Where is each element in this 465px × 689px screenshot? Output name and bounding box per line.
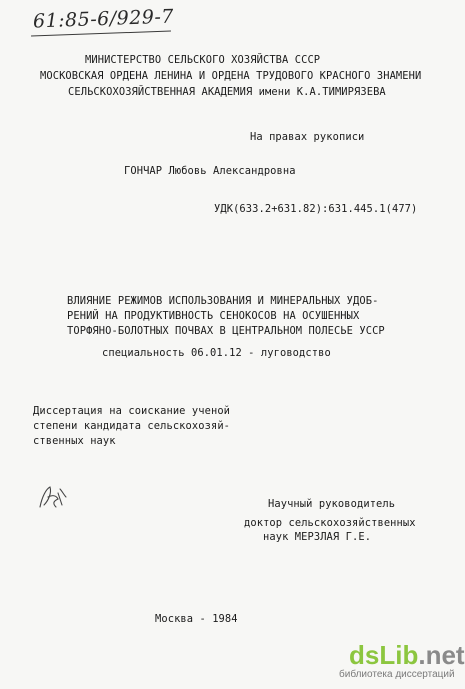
academy-line: МОСКОВСКАЯ ОРДЕНА ЛЕНИНА И ОРДЕНА ТРУДОВОГО КРАСНОГО ЗНАМЕНИ: [40, 70, 422, 82]
ministry-line: МИНИСТЕРСТВО СЕЛЬСКОГО ХОЗЯЙСТВА СССР: [85, 54, 321, 66]
dissertation-line-2: степени кандидата сельскохозяй-: [33, 420, 231, 432]
dissertation-line-3: ственных наук: [33, 435, 116, 447]
title-line-1: ВЛИЯНИЕ РЕЖИМОВ ИСПОЛЬЗОВАНИЯ И МИНЕРАЛЬНЫХ УДОБ-: [67, 295, 379, 307]
specialty: специальность 06.01.12 - луговодство: [102, 347, 331, 359]
watermark-subtitle: библиотека диссертаций: [339, 669, 455, 680]
handwritten-signature: [36, 483, 70, 513]
watermark-logo-part2: .net: [418, 640, 465, 670]
author-name: ГОНЧАР Любовь Александровна: [124, 165, 296, 177]
city-year: Москва - 1984: [155, 613, 238, 625]
handwritten-catalog-code: 61:85-6/929-7: [32, 5, 175, 33]
supervisor-name: наук МЕРЗЛАЯ Г.Е.: [263, 531, 372, 543]
title-line-3: ТОРФЯНО-БОЛОТНЫХ ПОЧВАХ В ЦЕНТРАЛЬНОМ ПОЛЕСЬЕ УССР: [67, 325, 385, 337]
supervisor-degree: доктор сельскохозяйственных: [244, 517, 416, 529]
dissertation-line-1: Диссертация на соискание ученой: [33, 405, 231, 417]
watermark-logo-part1: dsLib: [349, 640, 419, 670]
manuscript-rights: На правах рукописи: [250, 131, 365, 143]
udc-code: УДК(633.2+631.82):631.445.1(477): [214, 203, 418, 215]
watermark-logo: [349, 640, 465, 670]
supervisor-label: Научный руководитель: [268, 498, 396, 510]
title-line-2: РЕНИЙ НА ПРОДУКТИВНОСТЬ СЕНОКОСОВ НА ОСУШЕННЫХ: [67, 310, 360, 322]
academy-name-line: СЕЛЬСКОХОЗЯЙСТВЕННАЯ АКАДЕМИЯ имени К.А.ТИМИРЯЗЕВА: [68, 86, 386, 98]
